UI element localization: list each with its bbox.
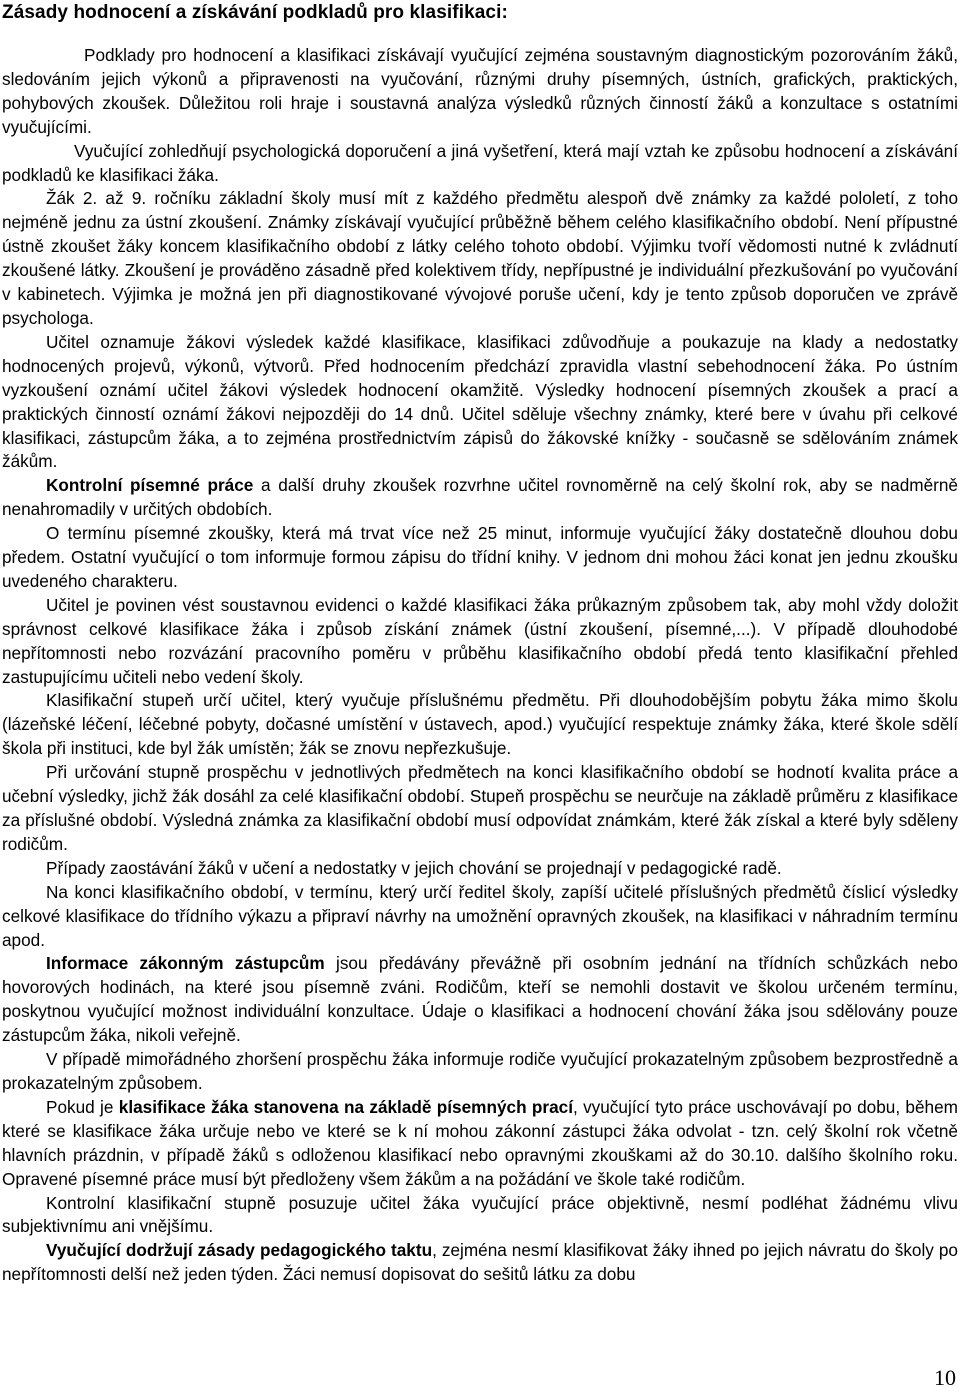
paragraph xyxy=(2,1192,958,1240)
text-run: Na konci klasifikačního období, v termínu, který určí ředitel školy, zapíší učitelé příslušných předmětů číslicí výsledky celkové klasifikace do třídního výkazu a připraví návrhy na umožnění opravných zkoušek, na klasifikaci v náhradním termínu apod. xyxy=(2,881,958,950)
text-run: Podklady pro hodnocení a klasifikaci získávají vyučující zejména soustavným diagnostickým pozorováním žáků, sledováním jejich výkonů a připravenosti na vyučování, různými druhy písemných, ústních, grafických, praktických, pohybových zkoušek. Důležitou roli hraje i soustavná analýza výsledků různých činností žáků a konzultace s ostatními vyučujícími. xyxy=(2,45,958,137)
paragraph xyxy=(2,44,958,140)
text-run: , vyučující tyto práce uschovávají po dobu, během které se klasifikace žáka určuje nebo ve které se k ní mohou zákonní zástupci žáka odvolat - tzn. celý školní rok včetně hlavních prázdnin, v případě žáků s odloženou klasifikací nebo opravnými zkouškami až do 30.10. dalšího školního roku. Opravené písemné práce musí být předloženy všem žákům a na požádání ve škole také rodičům. xyxy=(2,1096,958,1189)
page-number: 10 xyxy=(934,1365,956,1390)
text-run: O termínu písemné zkoušky, která má trvat více než 25 minut, informuje vyučující žáky dostatečně dlouhou dobu předem. Ostatní vyučující o tom informuje formou zápisu do třídní knihy. V jednom dni mohou žáci konat jen jednu zkoušku uvedeného charakteru. xyxy=(2,523,958,591)
paragraph xyxy=(2,1048,958,1096)
paragraph xyxy=(2,474,958,522)
bold-text-run: Vyučující dodržují zásady pedagogického taktu xyxy=(46,1240,433,1261)
text-run: Žák 2. až 9. ročníku základní školy musí mít z každého předmětu alespoň dvě známky za každé pololetí, z toho nejméně jednu za ústní zkoušení. Známky získávají vyučující průběžně během celého klasifikačního období. Není přípustné ústně zkoušet žáky koncem klasifikačního období z látky celého tohoto období. Výjimku tvoří vědomosti nutné k zvládnutí zkoušené látky. Zkoušení je prováděno zásadně před kolektivem třídy, nepřípustné je individuální přezkušování po vyučování v kabinetech. Výjimka je možná jen při diagnostikované vývojové poruše učení, kdy je tento způsob doporučen ve zprávě psychologa. xyxy=(2,188,958,328)
bold-text-run: klasifikace žáka stanovena na základě písemných prací xyxy=(118,1096,573,1117)
document-body xyxy=(2,44,958,1287)
paragraph xyxy=(2,187,958,330)
paragraph xyxy=(2,689,958,761)
paragraph xyxy=(2,140,958,188)
bold-text-run: Kontrolní písemné práce xyxy=(46,475,254,496)
paragraph xyxy=(2,857,958,881)
text-run: Klasifikační stupeň určí učitel, který vyučuje příslušnému předmětu. Při dlouhodobějším pobytu žáka mimo školu (lázeňské léčení, léčebné pobyty, dočasné umístění v ústavech, apod.) vyučující respektuje známky žáka, které škole sdělí škola při instituci, kde byl žák umístěn; žák se znovu nepřezkušuje. xyxy=(2,690,958,759)
paragraph xyxy=(2,1239,958,1287)
text-run: Kontrolní klasifikační stupně posuzuje učitel žáka vyučující práce objektivně, nesmí podléhat žádnému vlivu subjektivnímu ani vnějšímu. xyxy=(2,1192,958,1237)
bold-text-run: Informace zákonným zástupcům xyxy=(46,953,325,974)
paragraph xyxy=(2,952,958,1048)
text-run: Pokud je xyxy=(46,1096,119,1117)
text-run: V případě mimořádného zhoršení prospěchu žáka informuje rodiče vyučující prokazatelným způsobem bezprostředně a prokazatelným způsobem. xyxy=(2,1049,958,1093)
text-run: Případy zaostávání žáků v učení a nedostatky v jejich chování se projednají v pedagogické radě. xyxy=(46,857,782,878)
text-run: jsou předávány převážně při osobním jednání na třídních schůzkách nebo hovorových hodinách, na které jsou písemně zváni. Rodičům, kteří se nemohli dostavit ve školou určeném termínu, poskytnou vyučující možnost individuální konzultace. Údaje o klasifikaci a hodnocení chování žáka jsou sdělovány pouze zástupcům žáka, nikoli veřejně. xyxy=(2,953,958,1046)
text-run: Vyučující zohledňují psychologická doporučení a jiná vyšetření, která mají vztah ke způsobu hodnocení a získávání podkladů ke klasifikaci žáka. xyxy=(2,140,958,185)
text-run: Učitel je povinen vést soustavnou evidenci o každé klasifikaci žáka průkazným způsobem tak, aby mohl vždy doložit správnost celkové klasifikace žáka i způsob získání známek (ústní zkoušení, písemné,...). V případě dlouhodobé nepřítomnosti nebo rozvázání pracovního poměru v průběhu klasifikačního období předá tento klasifikační přehled zastupujícímu učiteli nebo vedení školy. xyxy=(2,594,958,687)
text-run: , zejména nesmí klasifikovat žáky ihned po jejich návratu do školy po nepřítomnosti delší než jeden týden. Žáci nemusí dopisovat do sešitů látku za dobu xyxy=(2,1240,958,1285)
paragraph xyxy=(2,881,958,953)
paragraph xyxy=(2,522,958,594)
section-heading: Zásady hodnocení a získávání podkladů pro klasifikaci: xyxy=(2,2,508,23)
text-run: Při určování stupně prospěchu v jednotlivých předmětech na konci klasifikačního období se hodnotí kvalita práce a učební výsledky, jichž žák dosáhl za celé klasifikační období. Stupeň prospěchu se neurčuje na základě průměru z klasifikace za příslušné období. Výsledná známka za klasifikační období musí odpovídat známkám, které žák získal a které byly sděleny rodičům. xyxy=(2,762,958,854)
paragraph xyxy=(2,1096,958,1192)
text-run: Učitel oznamuje žákovi výsledek každé klasifikace, klasifikaci zdůvodňuje a poukazuje na klady a nedostatky hodnocených projevů, výkonů, výtvorů. Před hodnocením předchází zpravidla vlastní sebehodnocení žáka. Po ústním vyzkoušení oznámí učitel žákovi výsledek hodnocení okamžitě. Výsledky hodnocení písemných zkoušek a prací a praktických činností oznámí žákovi nejpozději do 14 dnů. Učitel sděluje všechny známky, které bere v úvahu při celkové klasifikaci, zástupcům žáka, a to zejména prostřednictvím zápisů do žákovské knížky - současně se sdělováním známek žákům. xyxy=(2,331,958,472)
paragraph xyxy=(2,761,958,857)
text-run: a další druhy zkoušek rozvrhne učitel rovnoměrně na celý školní rok, aby se nadměrně nenahromadily v určitých obdobích. xyxy=(2,475,958,520)
paragraph xyxy=(2,594,958,690)
paragraph xyxy=(2,331,958,474)
